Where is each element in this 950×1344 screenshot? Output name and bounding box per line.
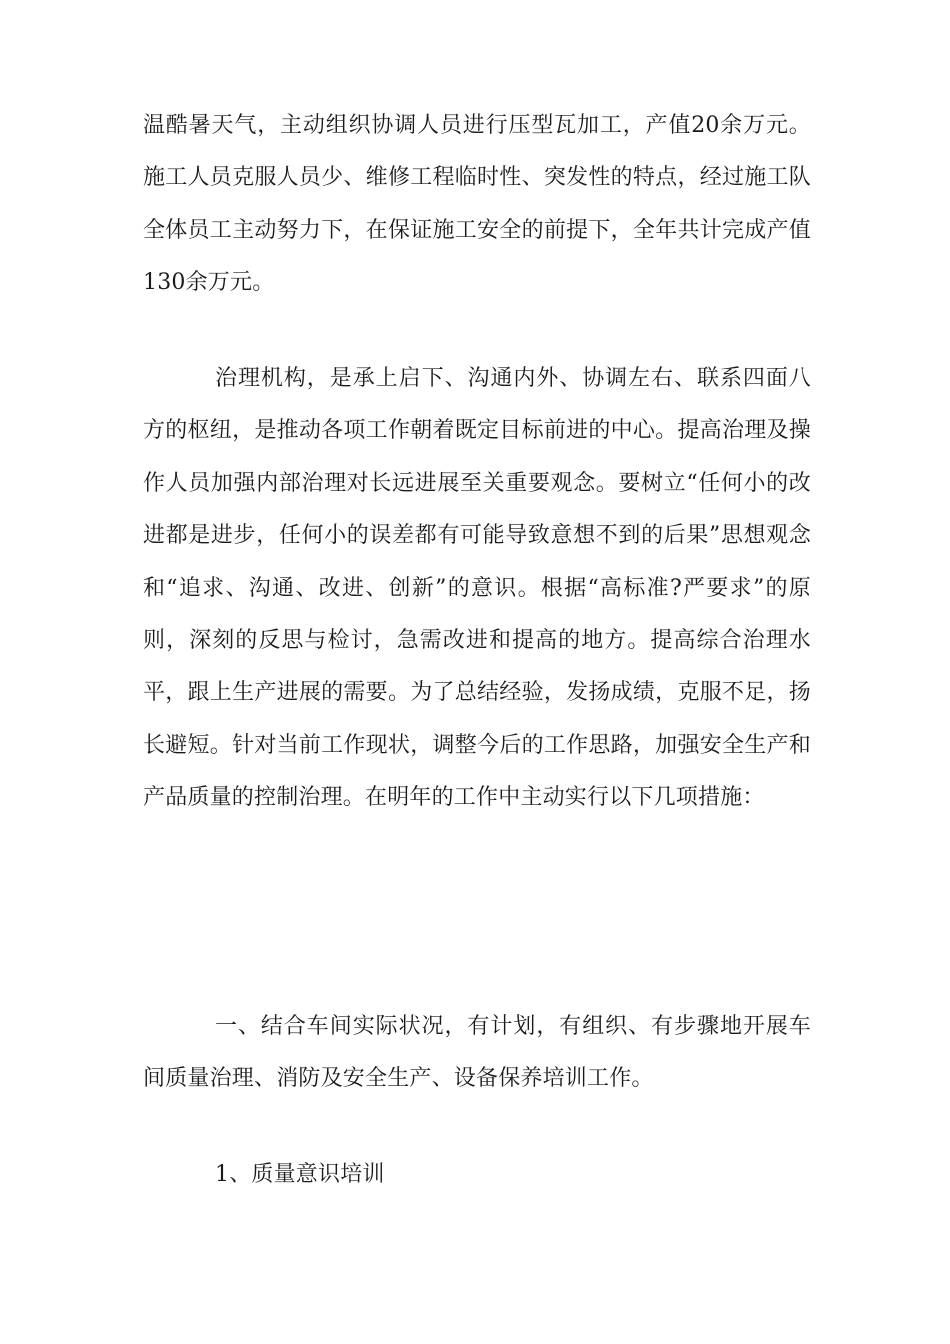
subsection-heading-quality-training: 1、质量意识培训 bbox=[215, 1162, 385, 1187]
paragraph-continuation: 温酷暑天气，主动组织协调人员进行压型瓦加工，产值20余万元。施工人员克服人员少、维修工程临时性、突发性的特点，经过施工队全体员工主动努力下，在保证施工安全的前提下，全年共计完成产值130余万元。 bbox=[143, 113, 811, 296]
paragraph-management-body: 治理机构，是承上启下、沟通内外、协调左右、联系四面八方的枢纽，是推动各项工作朝着既定目标前进的中心。提高治理及操作人员加强内部治理对长远进展至关重要观念。要树立“任何小的改进都是进步，任何小的误差都有可能导致意想不到的后果”思想观念和“追求、沟通、改进、创新”的意识。根据“高标准?严要求”的原则，深刻的反思与检讨，急需改进和提高的地方。提高综合治理水平，跟上生产进展的需要。为了总结经验，发扬成绩，克服不足，扬长避短。针对当前工作现状，调整今后的工作思路，加强安全生产和产品质量的控制治理。在明年的工作中主动实行以下几项措施： bbox=[143, 366, 811, 811]
section-heading-one: 一、结合车间实际状况，有计划，有组织、有步骤地开展车间质量治理、消防及安全生产、设备保养培训工作。 bbox=[143, 1014, 811, 1092]
